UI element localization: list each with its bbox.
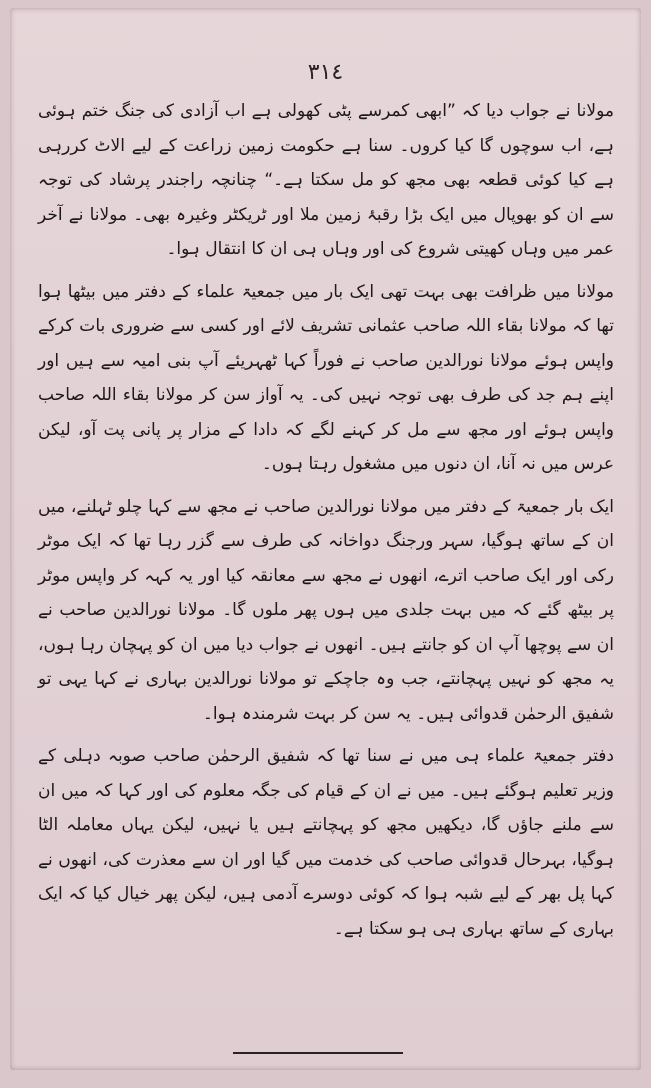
paragraph-2: مولانا میں ظرافت بھی بہت تھی ایک بار میں جمعیۃ علماء کے دفتر میں بیٹھا ہوا تھا کہ مولانا بقاء اللہ صاحب عثمانی تشریف لائے اور کسی سے ضروری بات کرکے واپس ہوئے مولانا نورالدین صاحب نے فوراً کہا ٹھہریئے آپ بنی امیہ سے ہیں اور اپنے ہم جد کی طرف بھی توجہ نہیں کی۔ یہ آواز سن کر مولانا بقاء اللہ صاحب واپس ہوئے اور مجھ سے مل کر کہنے لگے کہ دادا کے مزار پر پانی پت آو، لیکن عرس میں نہ آنا، ان دنوں میں مشغول رہتا ہوں۔ <box>38 281 614 474</box>
page-body <box>38 94 614 946</box>
paragraph-3: ایک بار جمعیۃ کے دفتر میں مولانا نورالدین صاحب نے مجھ سے کہا چلو ٹہلنے، میں ان کے ساتھ ہوگیا، سہر ورجنگ دواخانہ کی طرف سے گزر رہا تھا کہ ایک موٹر رکی اور ایک صاحب اترے، انھوں نے مجھ سے معانقہ کیا اور یہ کہہ کر واپس موٹر پر بیٹھ گئے کہ میں بہت جلدی میں ہوں پھر ملوں گا۔ مولانا نورالدین صاحب نے ان سے پوچھا آپ ان کو جانتے ہیں۔ انھوں نے جواب دیا میں ان کو پہچان رہا ہوں، یہ مجھ کو نہیں پہچانتے، جب وہ جاچکے تو مولانا نورالدین بہاری نے کہا یہی تو شفیق الرحمٰن قدوائی ہیں۔ یہ سن کر بہت شرمندہ ہوا۔ <box>38 496 614 724</box>
footer-divider <box>233 1052 403 1054</box>
book-page <box>10 8 641 1070</box>
page-number: ٣١٤ <box>307 60 344 85</box>
paragraph-1: مولانا نے جواب دیا کہ ”ابھی کمرسے پٹی کھولی ہے اب آزادی کی جنگ ختم ہوئی ہے، اب سوچوں گا کیا کروں۔ سنا ہے حکومت زمین زراعت کے لیے الاٹ کررہی ہے کیا کوئی قطعہ بھی مجھ کو مل سکتا ہے۔“ چنانچہ راجندر پرشاد کی توجہ سے ان کو بھوپال میں ایک بڑا رقبۂ زمین ملا اور ٹریکٹر وغیرہ بھی۔ مولانا نے آخر عمر میں وہاں کھیتی شروع کی اور وہاں ہی ان کا انتقال ہوا۔ <box>38 101 614 259</box>
paragraph-4: دفتر جمعیۃ علماء ہی میں نے سنا تھا کہ شفیق الرحمٰن صاحب صوبہ دہلی کے وزیر تعلیم ہوگئے ہیں۔ میں نے ان کے قیام کی جگہ معلوم کی اور کہا کہ میں ان سے ملنے جاؤں گا، دیکھیں مجھ کو پہچانتے ہیں یا نہیں، لیکن یہاں معاملہ الٹا ہوگیا، بہرحال قدوائی صاحب کی خدمت میں گیا اور ان سے معذرت کی، انھوں نے کہا پل بھر کے لیے شبہ ہوا کہ کوئی دوسرے آدمی ہیں، لیکن پھر خیال کیا کہ ایک بہاری کے ساتھ بہاری ہی ہو سکتا ہے۔ <box>38 746 614 939</box>
